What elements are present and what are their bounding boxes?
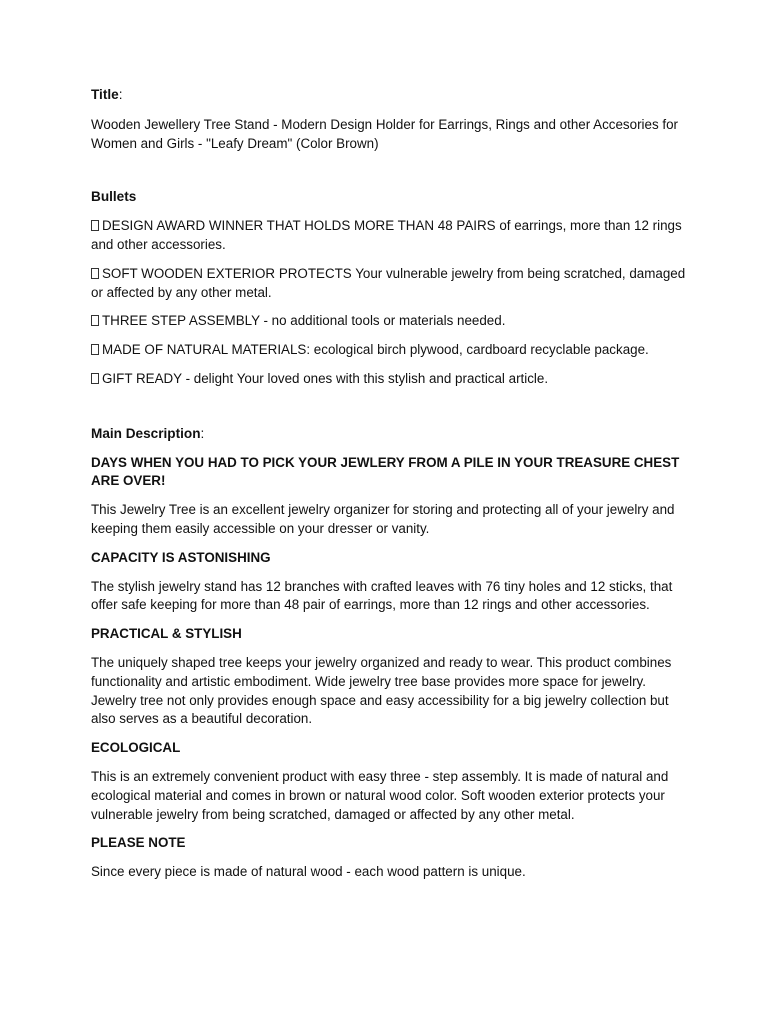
bullet-text: DESIGN AWARD WINNER THAT HOLDS MORE THAN 48 PAIRS of earrings, more than 12 rings and other accessories. xyxy=(91,218,682,252)
section-text: The uniquely shaped tree keeps your jewelry organized and ready to wear. This product combines functionality and artistic embodiment. Wide jewelry tree base provides more space for jewelry. Jewelry tree not only provides enough space and easy accessibility for a big jewelry collection but also serves as a beautiful decoration. xyxy=(91,654,672,727)
title-label: Title xyxy=(91,87,119,102)
bullet-text: SOFT WOODEN EXTERIOR PROTECTS Your vulnerable jewelry from being scratched, damaged or affected by any other metal. xyxy=(91,265,686,300)
main-description-heading xyxy=(91,425,691,444)
bullet-text: MADE OF NATURAL MATERIALS: ecological birch plywood, cardboard recyclable package. xyxy=(102,342,649,358)
title-colon: : xyxy=(118,87,123,102)
section-heading: CAPACITY IS ASTONISHING xyxy=(91,549,271,565)
main-description-label: Main Description xyxy=(91,425,201,441)
bullet-item xyxy=(91,217,691,255)
section-heading: ECOLOGICAL xyxy=(91,740,181,756)
main-description-colon: : xyxy=(200,425,205,441)
section-text: This is an extremely convenient product with easy three - step assembly. It is made of natural and ecological material and comes in brown or natural wood color. Soft wooden exterior protects your vulnerable jewelry from being scratched, damaged or affected by any other metal. xyxy=(91,768,669,822)
bullet-item xyxy=(91,370,691,389)
bullet-text: GIFT READY - delight Your loved ones with this stylish and practical article. xyxy=(102,370,549,386)
bullet-item xyxy=(91,312,691,331)
bullet-item xyxy=(91,265,691,303)
section-text: The stylish jewelry stand has 12 branches with crafted leaves with 76 tiny holes and 12 sticks, that offer safe keeping for more than 48 pair of earrings, more than 12 rings and other accessories. xyxy=(91,578,673,613)
bullet-list xyxy=(91,217,691,389)
box-glyph-icon xyxy=(91,220,99,231)
section-text: Since every piece is made of natural wood - each wood pattern is unique. xyxy=(91,864,526,880)
description-sections xyxy=(91,454,691,882)
title-heading xyxy=(91,86,691,105)
title-text: Wooden Jewellery Tree Stand - Modern Design Holder for Earrings, Rings and other Accesories for Women and Girls - "Leafy Dream" (Color Brown) xyxy=(91,116,678,151)
section-heading: PLEASE NOTE xyxy=(91,835,186,851)
bullets-heading: Bullets xyxy=(91,189,137,205)
bullet-item xyxy=(91,341,691,360)
box-glyph-icon xyxy=(91,344,99,355)
box-glyph-icon xyxy=(91,315,99,326)
section-heading: DAYS WHEN YOU HAD TO PICK YOUR JEWLERY FROM A PILE IN YOUR TREASURE CHEST ARE OVER! xyxy=(91,454,680,489)
box-glyph-icon xyxy=(91,268,99,279)
section-heading: PRACTICAL & STYLISH xyxy=(91,626,242,642)
section-text: This Jewelry Tree is an excellent jewelry organizer for storing and protecting all of your jewelry and keeping them easily accessible on your dresser or vanity. xyxy=(91,502,675,536)
box-glyph-icon xyxy=(91,373,99,384)
bullet-text: THREE STEP ASSEMBLY - no additional tools or materials needed. xyxy=(102,313,506,329)
document-page xyxy=(91,86,691,882)
